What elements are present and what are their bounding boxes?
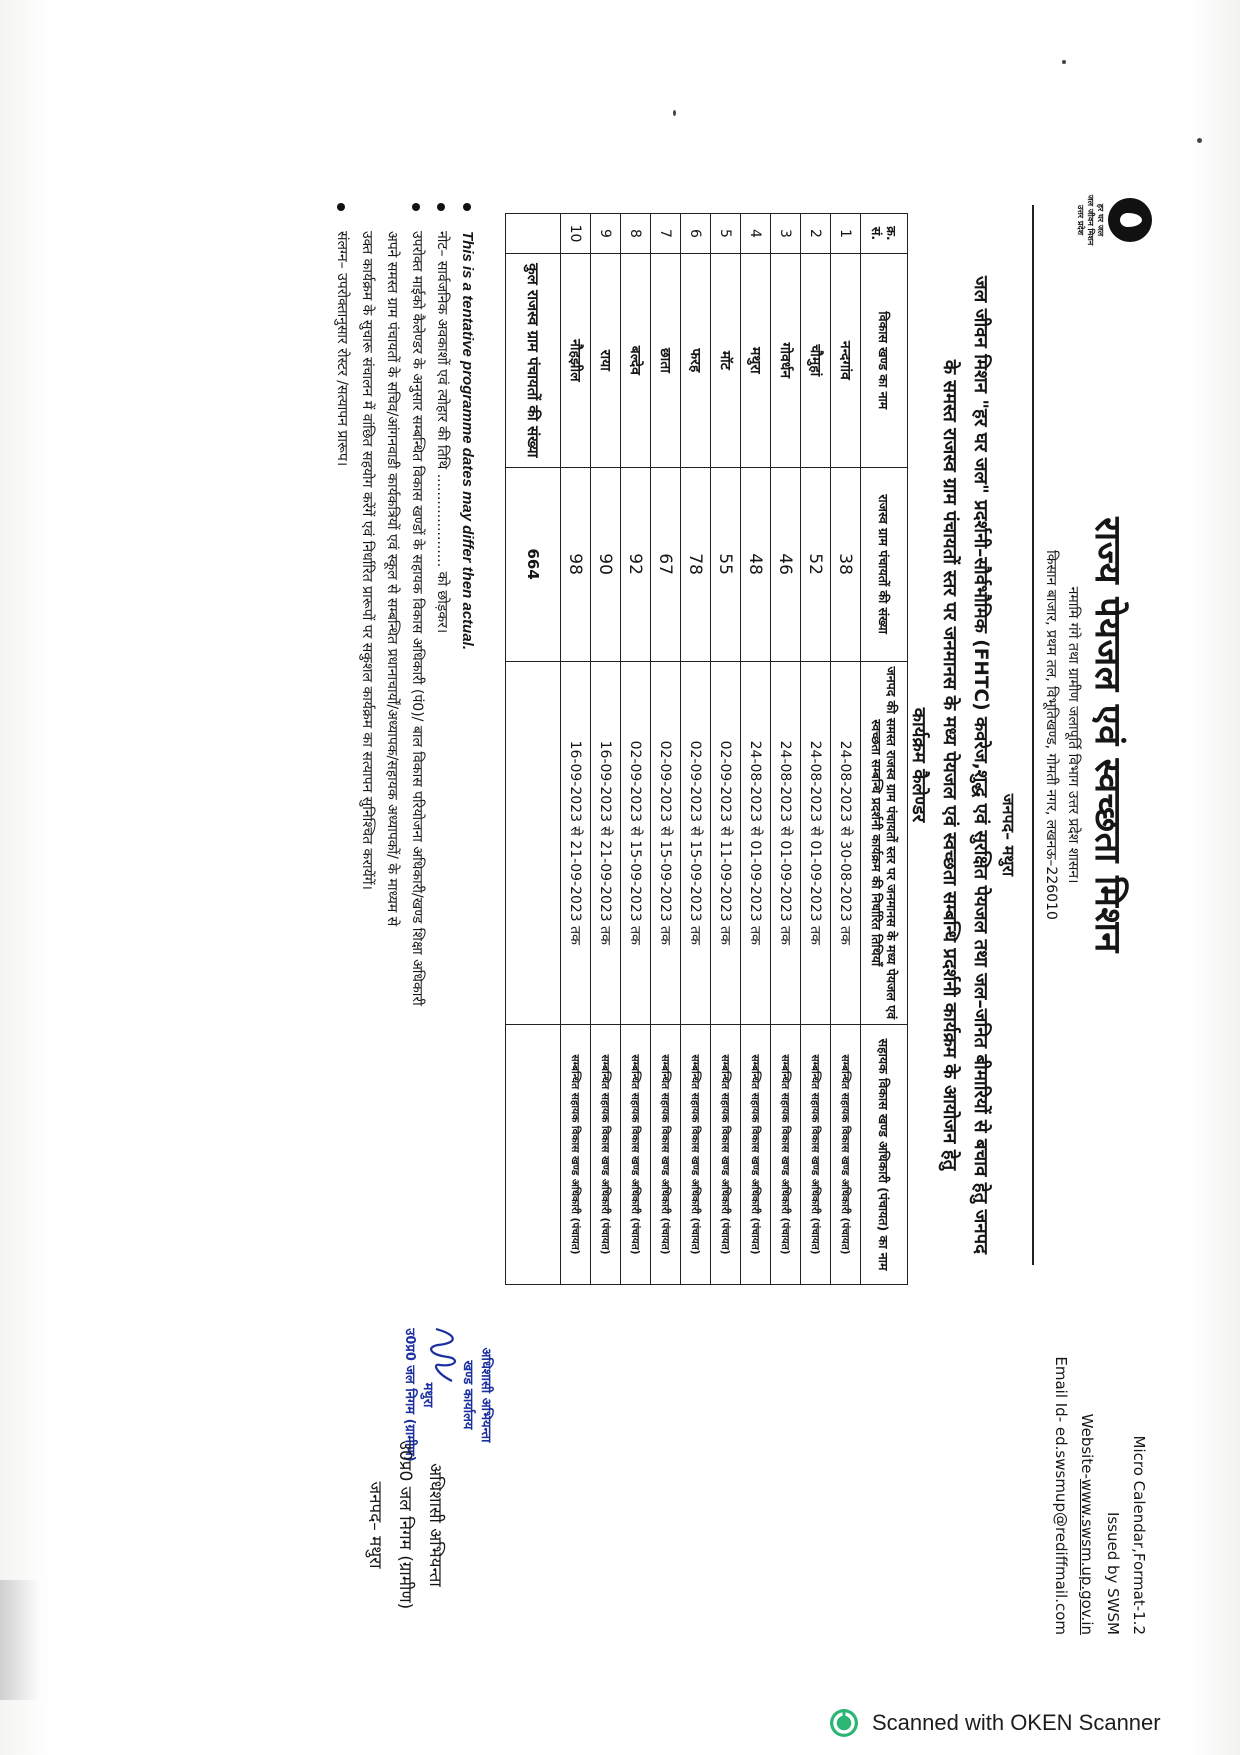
cell-sno: 8	[621, 214, 651, 254]
programme-heading: जल जीवन मिशन "हर घर जल" प्रदर्शनी–सौर्वभौमिक (FHTC) कवरेज,शुद्ध एवं सुरक्षित पेयजल तथा जल–जनित बीमारियों से बचाव हेतु जनपद के समस्त राजस्व ग्राम पंचायतों स्तर पर जनमानस के मध्य पेयजल एवं स्वच्छता सम्बन्धि प्रदर्शनी कार्यक्रम के आयोजन हेतु कार्यक्रम कैलेण्डर	[908, 276, 991, 1254]
scan-speck	[673, 110, 676, 116]
bullet-icon	[437, 203, 445, 211]
cell-sno: 6	[681, 214, 711, 254]
table-row	[561, 214, 591, 1285]
col-header-block: विकास खण्ड का नाम	[861, 253, 908, 467]
cell-count: 48	[741, 467, 771, 661]
scanner-label: Scanned with OKEN Scanner	[872, 1710, 1161, 1735]
cell-dates: 02-09-2023 से 15-09-2023 तक	[651, 661, 681, 1025]
col-header-sno: क्र. सं.	[861, 214, 908, 254]
total-blank-dates	[506, 661, 561, 1025]
total-blank-officer	[506, 1025, 561, 1285]
cell-sno: 10	[561, 214, 591, 254]
signatory-org: उ0प्र0 जल निगम (ग्रामीण)	[395, 1440, 415, 1610]
cell-count: 52	[801, 467, 831, 661]
cell-dates: 24-08-2023 से 30-08-2023 तक	[831, 661, 861, 1025]
table-row	[801, 214, 831, 1285]
department-line: नमामि गंगे तथा ग्रामीण जलापूर्ति विभाग उत्तर प्रदेश शासन।	[1065, 586, 1081, 884]
cell-block: फरह	[681, 253, 711, 467]
cell-officer: सम्बन्धित सहायक विकास खण्ड अधिकारी (पंचायत)	[771, 1025, 801, 1285]
email-link[interactable]: ed.swsmup@rediffmail.com	[1052, 1426, 1070, 1635]
scan-speck	[1062, 60, 1066, 64]
cell-officer: सम्बन्धित सहायक विकास खण्ड अधिकारी (पंचायत)	[831, 1025, 861, 1285]
cell-officer: सम्बन्धित सहायक विकास खण्ड अधिकारी (पंचायत)	[591, 1025, 621, 1285]
total-blank	[506, 214, 561, 254]
cell-officer: सम्बन्धित सहायक विकास खण्ड अधिकारी (पंचायत)	[741, 1025, 771, 1285]
cell-officer: सम्बन्धित सहायक विकास खण्ड अधिकारी (पंचायत)	[801, 1025, 831, 1285]
cell-block: राया	[591, 253, 621, 467]
cell-count: 78	[681, 467, 711, 661]
email-line: Email Id- ed.swsmup@rediffmail.com	[1052, 1356, 1070, 1635]
total-label: कुल राजस्व ग्राम पंचायतों की संख्या	[506, 253, 561, 467]
cell-officer: सम्बन्धित सहायक विकास खण्ड अधिकारी (पंचायत)	[621, 1025, 651, 1285]
cell-count: 98	[561, 467, 591, 661]
signatory-district: जनपद– मथुरा	[365, 1481, 385, 1569]
bullet-icon	[463, 203, 471, 211]
attachment-note: संलग्न– उपरोक्तानुसार रोस्टर /सत्यापन प्रारूप।	[329, 199, 354, 1299]
website-link[interactable]: www.swsm.up.gov.in	[1078, 1478, 1096, 1635]
cell-officer: सम्बन्धित सहायक विकास खण्ड अधिकारी (पंचायत)	[561, 1025, 591, 1285]
jal-jeevan-mission-logo	[1040, 187, 1152, 253]
organization-title: राज्य पेयजल एवं स्वच्छता मिशन	[1087, 517, 1128, 953]
scanner-watermark	[828, 1705, 1161, 1741]
cell-officer: सम्बन्धित सहायक विकास खण्ड अधिकारी (पंचायत)	[711, 1025, 741, 1285]
address-line: किसान बाजार, प्रथम तल, विभूतिखण्ड, गोमती नगर, लखनऊ–226010	[1043, 550, 1059, 920]
scan-edge-shadow	[0, 1580, 42, 1700]
cell-count: 90	[591, 467, 621, 661]
col-header-dates: जनपद की समस्त राजस्व ग्राम पंचायतों स्तर पर जनमानस के मध्य पेयजल एवं स्वच्छता सम्बन्धि प्रदर्शनी कार्यक्रम की निर्धारित तिथियाँ	[861, 661, 908, 1025]
table-row	[621, 214, 651, 1285]
cell-count: 38	[831, 467, 861, 661]
district-label: जनपद– मथुरा	[999, 793, 1018, 877]
oken-scanner-logo-icon	[828, 1707, 860, 1739]
table-row	[771, 214, 801, 1285]
notes-section	[329, 199, 480, 1299]
tentative-note: This is a tentative programme dates may differ then actual.	[454, 199, 480, 1299]
rotated-document	[200, 175, 1170, 1635]
instruction-note-line3: उक्त कार्यक्रम के सुचारू संचालन में वांछित सहयोग करेंगें एवं निर्धारित प्रारूपों पर सकुशल कार्यक्रम का सत्यापन सुनिश्चित करायेंगें।	[359, 231, 375, 890]
col-header-count: राजस्व ग्राम पंचायतों की संख्या	[861, 467, 908, 661]
holiday-note: नोट– सार्वजनिक अवकाशों एवं त्योहार की तिथि ..................... को छोड़कर।	[429, 199, 454, 1299]
header-divider	[1032, 205, 1034, 1265]
cell-sno: 1	[831, 214, 861, 254]
bullet-icon	[337, 203, 345, 211]
cell-block: छाता	[651, 253, 681, 467]
cell-sno: 3	[771, 214, 801, 254]
cell-dates: 24-08-2023 से 01-09-2023 तक	[801, 661, 831, 1025]
cell-officer: सम्बन्धित सहायक विकास खण्ड अधिकारी (पंचायत)	[681, 1025, 711, 1285]
table-row	[711, 214, 741, 1285]
table-row	[741, 214, 771, 1285]
website-line: Website-www.swsm.up.gov.in	[1078, 1413, 1096, 1635]
cell-dates: 24-08-2023 से 01-09-2023 तक	[771, 661, 801, 1025]
cell-block: बल्देव	[621, 253, 651, 467]
signatory-title: अधिशासी अभियन्ता	[425, 1463, 445, 1587]
cell-officer: सम्बन्धित सहायक विकास खण्ड अधिकारी (पंचायत)	[651, 1025, 681, 1285]
cell-sno: 4	[741, 214, 771, 254]
signatory-block	[360, 1415, 450, 1635]
issued-by-label: Issued by SWSM	[1104, 1511, 1122, 1635]
calendar-table	[505, 213, 908, 1285]
cell-sno: 5	[711, 214, 741, 254]
table-row	[591, 214, 621, 1285]
scan-speck	[1197, 138, 1202, 143]
total-value: 664	[506, 467, 561, 661]
cell-count: 92	[621, 467, 651, 661]
cell-dates: 02-09-2023 से 15-09-2023 तक	[681, 661, 711, 1025]
official-stamp: अधिशासी अभियन्ता खण्ड कार्यालय मथुरा उ0प्र0 जल निगम (ग्रामीण)	[402, 1328, 493, 1462]
cell-block: मथुरा	[741, 253, 771, 467]
cell-dates: 24-08-2023 से 01-09-2023 तक	[741, 661, 771, 1025]
col-header-officer: सहायक विकास खण्ड अधिकारी (पंचायत) का नाम	[861, 1025, 908, 1285]
cell-count: 67	[651, 467, 681, 661]
logo-caption: हर घर जल जल जीवन मिशन उत्तर प्रदेश	[1076, 194, 1105, 246]
cell-block: नन्दगांव	[831, 253, 861, 467]
bullet-icon	[412, 203, 420, 211]
cell-sno: 2	[801, 214, 831, 254]
cell-dates: 16-09-2023 से 21-09-2023 तक	[561, 661, 591, 1025]
handwritten-signature	[422, 1325, 466, 1385]
instruction-note-line2: अपने समस्त ग्राम पंचायतों के सचिव/आंगनवाडी कार्यकत्रियों एवं स्कूल से सम्बन्धित प्रधानाचार्यों/अध्यापक/सहायक अध्यापकों/ के माध्यम से	[384, 231, 400, 927]
cell-dates: 02-09-2023 से 15-09-2023 तक	[621, 661, 651, 1025]
calendar-meta	[1048, 1235, 1152, 1635]
cell-count: 46	[771, 467, 801, 661]
table-header-row	[861, 214, 908, 1285]
instruction-note: उपरोक्त माईको कैलेण्डर के अनुसार सम्बन्धित विकास खण्डों के सहायक विकास अधिकारी (पं0)/ बाल विकास परियोजना अधिकारी/खण्ड शिक्षा अधिकारी	[404, 199, 429, 1299]
table-row	[651, 214, 681, 1285]
cell-count: 55	[711, 467, 741, 661]
table-row	[831, 214, 861, 1285]
total-row	[506, 214, 561, 1285]
cell-dates: 16-09-2023 से 21-09-2023 तक	[591, 661, 621, 1025]
format-label: Micro Calendar,Format-1.2	[1130, 1435, 1148, 1635]
cell-dates: 02-09-2023 से 11-09-2023 तक	[711, 661, 741, 1025]
table-row	[681, 214, 711, 1285]
cell-block: चौमुहां	[801, 253, 831, 467]
cell-block: मॉट	[711, 253, 741, 467]
cell-sno: 7	[651, 214, 681, 254]
organization-address	[1040, 355, 1084, 1115]
cell-sno: 9	[591, 214, 621, 254]
cell-block: गोवर्धन	[771, 253, 801, 467]
water-drop-icon	[1108, 198, 1152, 242]
cell-block: नौहझील	[561, 253, 591, 467]
